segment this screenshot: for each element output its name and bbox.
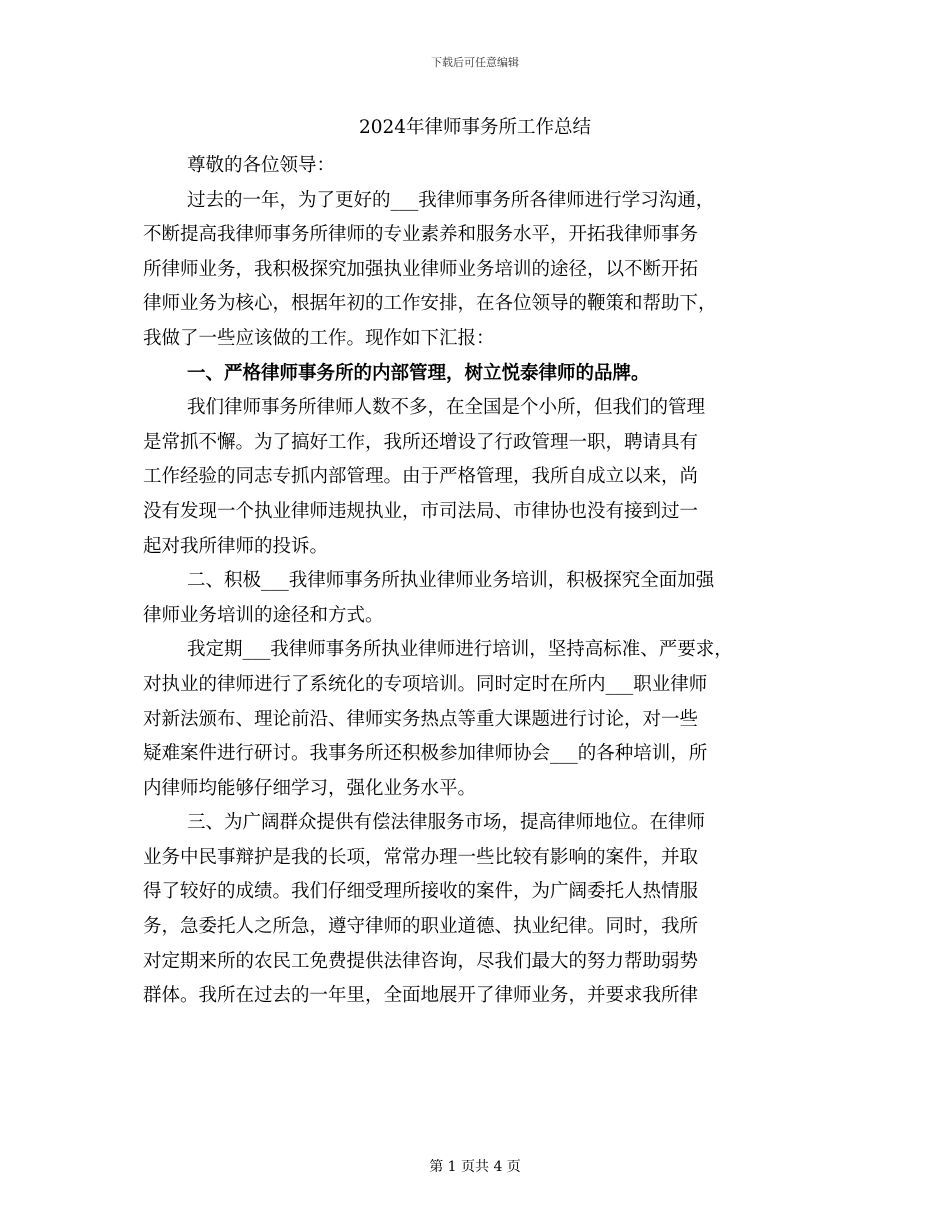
text-line: 过去的一年，为了更好的___我律师事务所各律师进行学习沟通， [187,189,715,211]
text-line: 起对我所律师的投诉。 [143,535,329,557]
text-line: 业务中民事辩护是我的长项，常常办理一些比较有影响的案件，并取 [143,846,699,868]
text-line: 没有发现一个执业律师违规执业，市司法局、市律协也没有接到过一 [143,500,699,522]
text-line: 务，急委托人之所急，遵守律师的职业道德、执业纪律。同时，我所 [143,916,699,938]
section-1-paragraph [143,391,803,564]
text-line: 二、积极___我律师事务所执业律师业务培训，积极探究全面加强 [187,570,715,592]
text-line: 得了较好的成绩。我们仔细受理所接收的案件，为广阔委托人热情服 [143,881,699,903]
text-line: 内律师均能够仔细学习，强化业务水平。 [143,777,477,799]
text-line: 我们律师事务所律师人数不多，在全国是个小所，但我们的管理 [187,397,706,419]
text-line: 对新法颁布、理论前沿、律师实务热点等重大课题进行讨论，对一些 [143,708,699,730]
header-note: 下载后可任意编辑 [431,56,519,69]
text-line: 所律师业务，我积极探究加强执业律师业务培训的途径，以不断开拓 [143,258,699,280]
document-title: 2024年律师事务所工作总结 [358,117,592,138]
text-line: 不断提高我律师事务所律师的专业素养和服务水平，开拓我律师事务 [143,224,699,246]
text-line: 我做了一些应该做的工作。现作如下汇报： [143,327,495,349]
text-line: 尊敬的各位领导： [187,155,336,176]
text-line: 是常抓不懈。为了搞好工作，我所还增设了行政管理一职，聘请具有 [143,431,699,453]
text-line: 工作经验的同志专抓内部管理。由于严格管理，我所自成立以来，尚 [143,466,699,488]
text-line: 群体。我所在过去的一年里，全面地展开了律师业务，并要求我所律 [143,985,699,1007]
section-heading-2 [143,564,803,633]
text-line: 三、为广阔群众提供有偿法律服务市场，提高律师地位。在律师 [187,812,706,834]
document-body [143,149,803,1014]
text-line: 对执业的律师进行了系统化的专项培训。同时定时在所内___职业律师 [143,673,708,695]
salutation-paragraph [143,149,803,184]
section-heading-1 [143,357,803,392]
text-line: 疑难案件进行研讨。我事务所还积极参加律师协会___的各种培训，所 [143,743,708,765]
section-3-paragraph [143,806,803,1014]
text-line: 律师业务培训的途径和方式。 [143,604,384,626]
intro-paragraph [143,184,803,357]
page-number-footer: 第 1 页共 4 页 [429,1159,521,1175]
text-line: 一、严格律师事务所的内部管理，树立悦泰律师的品牌。 [187,362,650,384]
section-2-paragraph [143,633,803,806]
text-line: 我定期___我律师事务所执业律师进行培训，坚持高标准、严要求， [187,639,733,661]
text-line: 律师业务为核心，根据年初的工作安排，在各位领导的鞭策和帮助下， [143,293,717,315]
text-line: 对定期来所的农民工免费提供法律咨询，尽我们最大的努力帮助弱势 [143,950,699,972]
